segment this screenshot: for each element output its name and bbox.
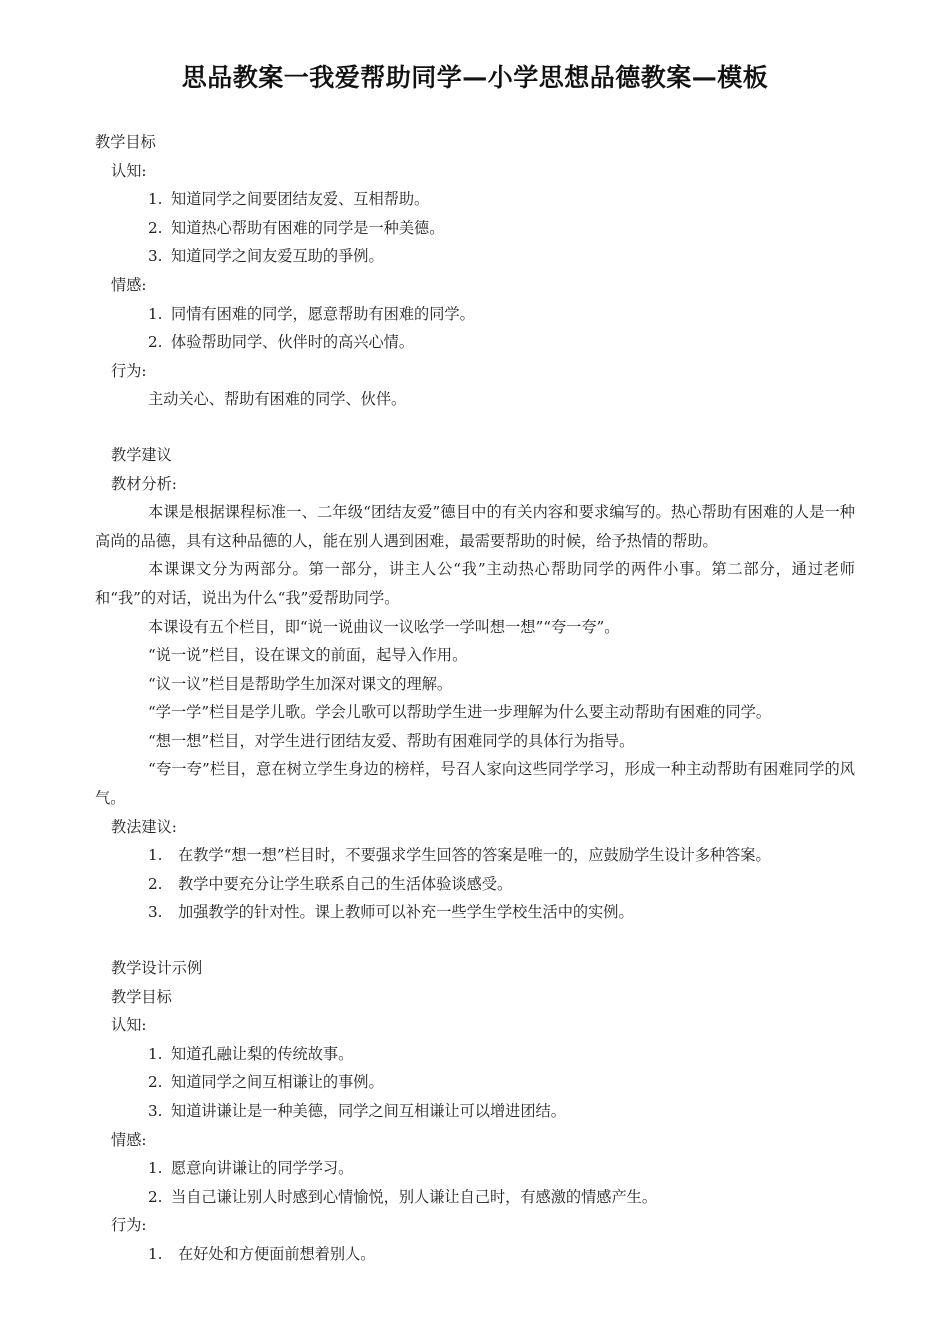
design-heading: 教学设计示例 — [111, 959, 203, 978]
list-item-text: 知道同学之间要团结友爱、互相帮助。 — [171, 190, 430, 209]
list-item-text: 知道同学之间友爱互助的爭例。 — [171, 247, 384, 266]
list-item — [95, 214, 855, 243]
section-gap — [95, 414, 855, 441]
document-title: 思品教案一我爱帮助同学—小学思想品德教案—模板 — [181, 63, 769, 92]
list-item-number: 1. — [148, 1159, 163, 1178]
list-item — [95, 841, 855, 870]
list-item — [95, 328, 855, 357]
list-item-text: 知道讲谦让是一种美德，同学之间互相谦让可以增进团结。 — [171, 1102, 566, 1120]
analysis-paragraph: “说一说”栏目，设在课文的前面，起导入作用。 — [148, 646, 468, 665]
list-item — [95, 1154, 855, 1183]
list-item — [95, 1040, 855, 1069]
list-item — [95, 870, 855, 899]
analysis-paragraph: 本课课文分为两部分。第一部分，讲主人公“我”主动热心帮助同学的两件小事。第二部分，通过老师和“我”的对话，说出为什么“我”爱帮助同学。 — [95, 560, 855, 607]
goals-heading: 教学目标 — [95, 133, 156, 151]
list-item-number: 2. — [148, 1187, 163, 1206]
suggestions-heading: 教学建议 — [111, 445, 172, 464]
list-item-number: 1. — [148, 304, 163, 323]
cognition-label: 认知: — [111, 1016, 147, 1035]
analysis-label: 教材分析: — [111, 474, 177, 493]
section-gap — [95, 927, 855, 954]
behavior-label: 行为: — [111, 361, 147, 380]
emotion-label: 情感: — [111, 275, 147, 294]
list-item — [95, 1183, 855, 1212]
list-item — [95, 1240, 855, 1269]
emotion-label: 情感: — [111, 1130, 147, 1149]
list-item-text: 知道孔融让梨的传统故事。 — [171, 1044, 354, 1063]
list-item-number: 3. — [148, 1102, 163, 1120]
analysis-paragraph: “学一学”栏目是学儿歌。学会儿歌可以帮助学生进一步理解为什么要主动帮助有困难的同学。 — [148, 703, 772, 722]
list-item-text: 教学中要充分让学生联系自己的生活体验谈感受。 — [178, 874, 513, 893]
list-item — [95, 242, 855, 271]
list-item-number: 2. — [148, 1073, 163, 1092]
list-item-text: 同情有困难的同学，愿意帮助有困难的同学。 — [171, 304, 475, 323]
list-item-number: 2. — [148, 333, 163, 352]
list-item-number: 2. — [148, 874, 163, 893]
list-item-text: 在好处和方便面前想着别人。 — [178, 1244, 376, 1263]
list-item-text: 当自己谦让别人时感到心情愉悦，别人谦让自己时，有感激的情感产生。 — [171, 1187, 657, 1206]
analysis-paragraph: “议一议”栏目是帮助学生加深对课文的理解。 — [148, 674, 453, 693]
list-item-text: 体验帮助同学、伙伴时的高兴心情。 — [171, 333, 414, 352]
list-item-number: 3. — [148, 247, 163, 266]
list-item — [95, 1097, 855, 1126]
cognition-label: 认知: — [111, 161, 147, 180]
list-item-number: 1. — [148, 190, 163, 209]
list-item — [95, 300, 855, 329]
list-item — [95, 898, 855, 927]
list-item-number: 1. — [148, 846, 163, 865]
analysis-paragraph: 本课是根据课程标准一、二年级“团结友爱”德目中的有关内容和要求编写的。热心帮助有困难的人是一种高尚的品德，具有这种品德的人，能在别人遇到困难，最需要帮助的时候，给予热情的帮助。 — [95, 503, 855, 550]
document-body — [95, 128, 855, 1269]
behavior-label: 行为: — [111, 1216, 147, 1235]
analysis-paragraph: “想一想”栏目，对学生进行团结友爱、帮助有困难同学的具体行为指导。 — [148, 731, 635, 750]
list-item-number: 1. — [148, 1044, 163, 1063]
list-item-number: 1. — [148, 1244, 163, 1263]
list-item-text: 愿意向讲谦让的同学学习。 — [171, 1159, 354, 1178]
list-item-number: 3. — [148, 903, 163, 922]
list-item-text: 知道同学之间互相谦让的事例。 — [171, 1073, 384, 1092]
analysis-paragraph: 本课设有五个栏目，即“说一说曲议一议吆学一学叫想一想”“夸一夸”。 — [148, 617, 620, 636]
list-item — [95, 185, 855, 214]
design-goals-heading: 教学目标 — [111, 987, 172, 1006]
list-item-number: 2. — [148, 218, 163, 237]
method-label: 教法建议: — [111, 817, 177, 836]
analysis-paragraph: “夸一夸”栏目，意在树立学生身边的榜样，号召人家向这些同学学习，形成一种主动帮助有困难同学的风气。 — [95, 760, 855, 808]
list-item-text: 加强教学的针对性。课上教师可以补充一些学生学校生活中的实例。 — [178, 903, 634, 922]
list-item-text: 知道热心帮助有困难的同学是一种美德。 — [171, 218, 445, 237]
list-item-text: 在教学“想一想”栏目时，不要强求学生回答的答案是唯一的，应鼓励学生设计多种答案。 — [178, 846, 771, 865]
behavior-text: 主动关心、帮助有困难的同学、伙伴。 — [148, 390, 407, 409]
list-item — [95, 1068, 855, 1097]
